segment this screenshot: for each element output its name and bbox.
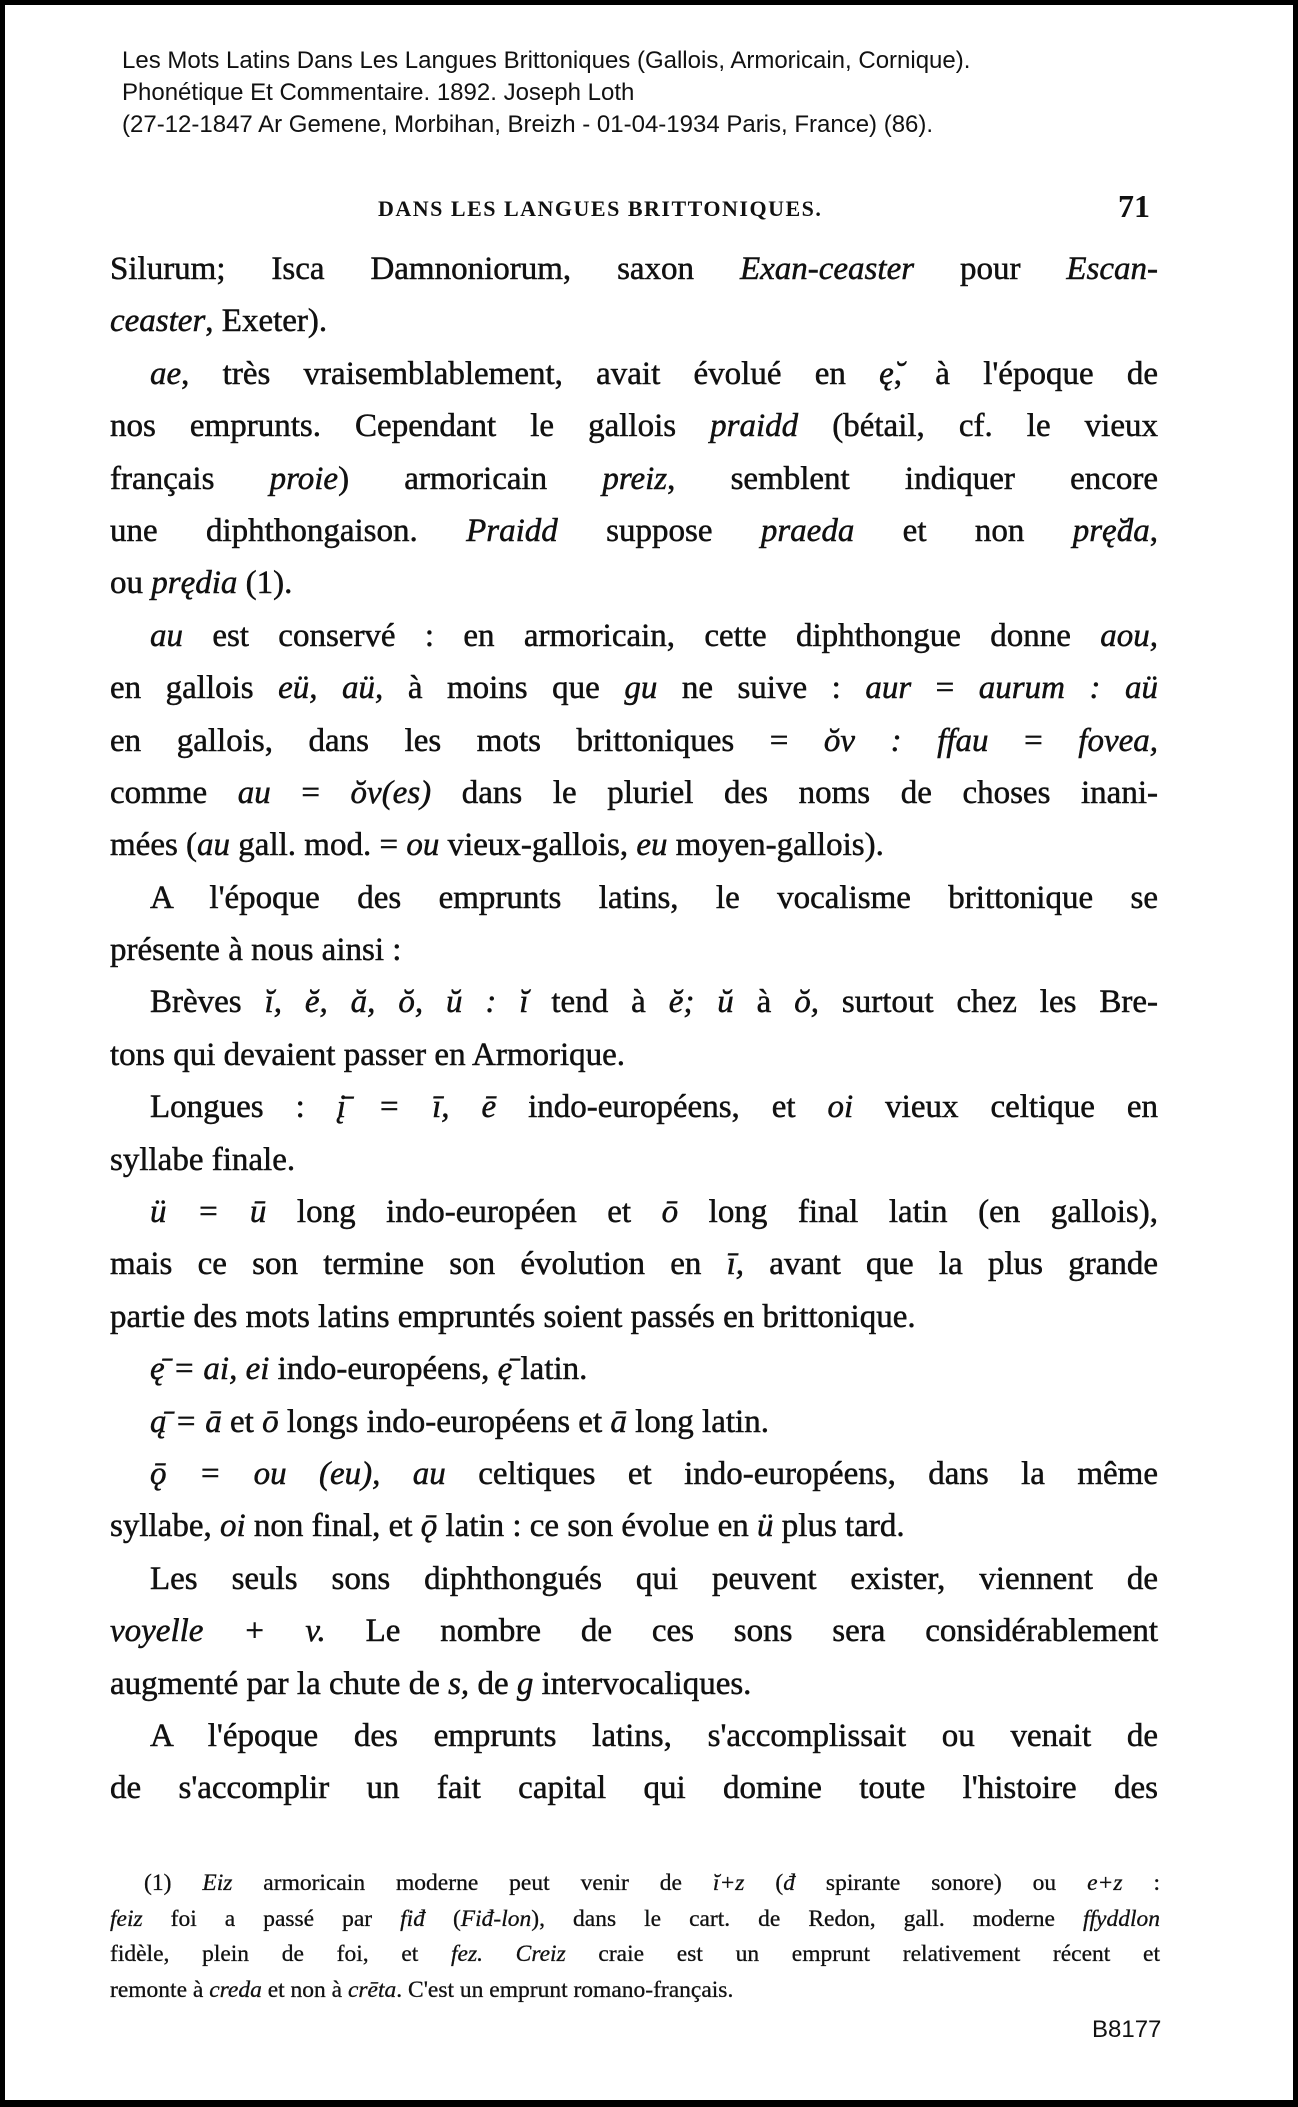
text-run: latin. [512, 1351, 588, 1388]
italic-text: creda [209, 1976, 262, 2003]
italic-text: đ [783, 1870, 795, 1896]
text-line [110, 511, 1158, 563]
text-run: . C'est un emprunt romano-français. [396, 1976, 734, 2003]
italic-text: Praidd [466, 512, 558, 549]
italic-text: gu [624, 670, 658, 707]
italic-text: g [516, 1665, 534, 1702]
italic-text: ō [661, 1194, 679, 1231]
text-run: Longues : [150, 1089, 337, 1126]
text-run: et [221, 1403, 263, 1440]
text-run: ou [110, 565, 152, 602]
text-run: mais ce son termine son évolution en [110, 1246, 727, 1283]
text-run: fidèle, plein de foi, et [110, 1941, 451, 1967]
italic-text: praeda [760, 512, 855, 549]
text-run: en gallois [110, 670, 279, 707]
text-run: tons qui devaient passer en Armorique. [110, 1036, 626, 1073]
italic-text: aur [865, 670, 912, 707]
text-run: long latin. [626, 1403, 769, 1440]
text-run: latin : ce son évolue en [437, 1508, 758, 1545]
italic-text: ü = ū [150, 1194, 267, 1231]
text-run: = [988, 722, 1079, 759]
text-run: , à l'époque de [893, 355, 1159, 392]
italic-text: aurum : aü [978, 670, 1158, 707]
text-run: suppose [557, 512, 761, 549]
text-line [110, 1611, 1158, 1663]
text-run: (1). [237, 565, 293, 602]
text-run: partie des mots latins empruntés soient passés en brittonique. [110, 1298, 916, 1335]
italic-text: ę̄ [497, 1351, 513, 1388]
text-line [110, 982, 1158, 1034]
text-run: intervocaliques. [533, 1665, 752, 1702]
italic-text: ŏv : ffau [823, 722, 989, 759]
footnote-line [110, 1975, 1160, 2011]
text-run: vieux-gallois, [439, 827, 637, 864]
text-run: A l'époque des emprunts latins, le vocalisme brittonique se [150, 879, 1158, 916]
text-line [110, 301, 1158, 353]
text-run: , semblent indiquer encore [667, 460, 1158, 497]
italic-text: fiđ [400, 1905, 425, 1932]
text-line [110, 1140, 1158, 1192]
text-run: vieux celtique en [853, 1089, 1158, 1126]
text-run: (1) [144, 1870, 203, 1896]
text-run: indo-européens, [269, 1351, 498, 1388]
footnote-line [110, 1904, 1160, 1940]
text-line [110, 459, 1158, 511]
italic-text: voyelle + v. [110, 1613, 326, 1650]
italic-text: ü [757, 1508, 774, 1545]
text-run: spirante sonore) ou [794, 1870, 1088, 1896]
text-run: ( [424, 1905, 461, 1932]
italic-text: Fiđ-lon [460, 1905, 532, 1932]
text-run: de [469, 1665, 517, 1702]
italic-text: fez. Creiz [450, 1941, 566, 1967]
italic-text: oi [219, 1508, 246, 1545]
text-run: Brèves [150, 984, 265, 1021]
text-line [110, 1297, 1158, 1349]
italic-text: praidd [710, 408, 799, 445]
footnote-line [110, 1939, 1160, 1975]
running-head: DANS LES LANGUES BRITTONIQUES. [378, 196, 823, 221]
italic-text: au [150, 617, 183, 654]
text-run: ), dans le cart. de Redon, gall. moderne [531, 1905, 1083, 1932]
italic-text: ą̄ = ā [150, 1403, 222, 1440]
italic-text: ĭ+z [712, 1870, 745, 1896]
italic-text: preiz [602, 460, 668, 497]
text-line [110, 249, 1158, 301]
text-run: surtout chez les Bre- [818, 984, 1158, 1021]
italic-text: ŏ, [794, 984, 819, 1021]
italic-text: proie [269, 460, 339, 497]
italic-text: aou, [1100, 617, 1158, 654]
text-line [110, 1349, 1158, 1401]
text-run: : [1122, 1870, 1161, 1896]
italic-text: ĕ; ŭ [668, 984, 734, 1021]
text-run: celtiques et indo-européens, dans la même [445, 1455, 1158, 1492]
text-run: A l'époque des emprunts latins, s'accomplissait ou venait de [150, 1717, 1158, 1754]
italic-text: ę̆ [879, 355, 894, 392]
italic-text: prę̆da [1072, 512, 1150, 549]
text-run: en gallois, dans les mots brittoniques = [110, 722, 824, 759]
text-line [110, 1244, 1158, 1296]
citation-line-2: Phonétique Et Commentaire. 1892. Joseph Loth [122, 79, 635, 106]
text-run: gall. mod. = [230, 827, 407, 864]
text-run: est conservé : en armoricain, cette diphthongue donne [183, 617, 1101, 654]
text-line [110, 1035, 1158, 1087]
text-line [110, 1768, 1158, 1820]
italic-text: prędia [151, 565, 238, 602]
italic-text: ae [150, 355, 182, 392]
italic-text: ę̄ = ai, ei [150, 1351, 270, 1388]
text-line [110, 668, 1158, 720]
text-run: (bétail, cf. le vieux [798, 408, 1159, 445]
italic-text: ceaster [110, 303, 206, 340]
text-run: armoricain moderne peut venir de [232, 1870, 713, 1896]
text-run: , [1149, 512, 1158, 549]
text-run: , très vraisemblablement, avait évolué en [181, 355, 880, 392]
text-run: Le nombre de ces sons sera considérablement [325, 1613, 1158, 1650]
italic-text: ā [610, 1403, 627, 1440]
text-line [110, 825, 1158, 877]
text-line [110, 1559, 1158, 1611]
text-run: syllabe, [110, 1508, 220, 1545]
page-number: 71 [1118, 188, 1150, 224]
text-line [110, 721, 1158, 773]
italic-text: eü, aü, [278, 670, 384, 707]
text-run: indo-européens, et [496, 1089, 828, 1126]
text-line [110, 1192, 1158, 1244]
text-run: long final latin (en gallois), [678, 1194, 1158, 1231]
text-line [110, 1506, 1158, 1558]
text-run: remonte à [110, 1976, 210, 2003]
text-run: ) armoricain [338, 460, 603, 497]
text-run: de s'accomplir un fait capital qui domine toute l'histoire des [110, 1770, 1158, 1807]
text-run: pour [914, 251, 1067, 287]
text-run: tend à [528, 984, 669, 1021]
text-run: comme [110, 774, 238, 811]
citation-line-3: (27-12-1847 Ar Gemene, Morbihan, Breizh - 01-04-1934 Paris, France) (86). [122, 111, 934, 138]
text-run: augmenté par la chute de [110, 1665, 449, 1702]
text-run: une diphthongaison. [110, 512, 467, 549]
text-run: avant que la plus grande [744, 1246, 1158, 1283]
text-run: ne suive : [657, 670, 866, 707]
text-run: craie est un emprunt relativement récent et [565, 1941, 1160, 1967]
text-line [110, 406, 1158, 458]
italic-text: ou [406, 827, 440, 864]
italic-text: crēta [347, 1976, 397, 2003]
text-run: foi a passé par [142, 1905, 401, 1932]
text-run: nos emprunts. Cependant le gallois [110, 408, 711, 445]
italic-text: au [237, 774, 271, 811]
italic-text: oi [827, 1089, 854, 1126]
italic-text: feiz [110, 1905, 143, 1932]
text-run: et non [854, 512, 1073, 549]
catalog-code: B8177 [1092, 2016, 1162, 2043]
text-run: syllabe finale. [110, 1141, 296, 1178]
text-run: mées ( [110, 827, 198, 864]
text-line [110, 773, 1158, 825]
text-run: et non à [261, 1976, 348, 2003]
text-line [110, 1664, 1158, 1716]
italic-text: Exan-ceaster [739, 251, 915, 287]
text-run: long indo-européen et [266, 1194, 662, 1231]
text-run: Les seuls sons diphthongués qui peuvent exister, viennent de [150, 1560, 1158, 1597]
text-run: présente à nous ainsi : [110, 932, 402, 969]
italic-text: s, [448, 1665, 470, 1702]
italic-text: Escan- [1066, 251, 1158, 287]
text-run: = [911, 670, 979, 707]
text-run: non final, et [245, 1508, 421, 1545]
text-line [110, 1402, 1158, 1454]
text-line [110, 1087, 1158, 1139]
italic-text: ĭ, ĕ, ă, ŏ, ŭ : ĭ [264, 984, 529, 1021]
italic-text: Eiz [202, 1870, 233, 1896]
text-run: français [110, 460, 270, 497]
text-line [110, 930, 1158, 982]
text-line [110, 1716, 1158, 1768]
text-run: moyen-gallois). [667, 827, 884, 864]
text-run: à moins que [383, 670, 625, 707]
text-line [110, 616, 1158, 668]
text-run: ( [744, 1870, 784, 1896]
text-run: à [733, 984, 795, 1021]
text-run: plus tard. [773, 1508, 905, 1545]
footnote-line [110, 1868, 1160, 1904]
italic-text: ī, [726, 1246, 745, 1283]
italic-text: ffyddlon [1082, 1905, 1160, 1932]
italic-text: ŏv(es) [350, 774, 432, 811]
italic-text: į̄ = ī, ē [336, 1089, 497, 1126]
text-line [110, 1454, 1158, 1506]
text-run: = [270, 774, 351, 811]
footnote [110, 1868, 1160, 2010]
italic-text: e+z [1087, 1870, 1123, 1896]
text-run: Silurum; Isca Damnoniorum, saxon [110, 251, 740, 287]
text-run: longs indo-européens et [278, 1403, 611, 1440]
citation-line-1: Les Mots Latins Dans Les Langues Brittoniques (Gallois, Armoricain, Cornique). [122, 47, 971, 74]
italic-text: ǭ = ou (eu), au [150, 1455, 446, 1492]
text-run: , Exeter). [205, 303, 328, 340]
italic-text: eu [636, 827, 668, 864]
text-line [110, 563, 1158, 615]
italic-text: fovea, [1078, 722, 1158, 759]
italic-text: ō [262, 1403, 279, 1440]
italic-text: au [197, 827, 231, 864]
text-run: dans le pluriel des noms de choses inani- [431, 774, 1158, 811]
text-line [110, 878, 1158, 930]
text-line [110, 354, 1158, 406]
body-text [110, 249, 1158, 1821]
italic-text: ǭ [420, 1508, 438, 1545]
